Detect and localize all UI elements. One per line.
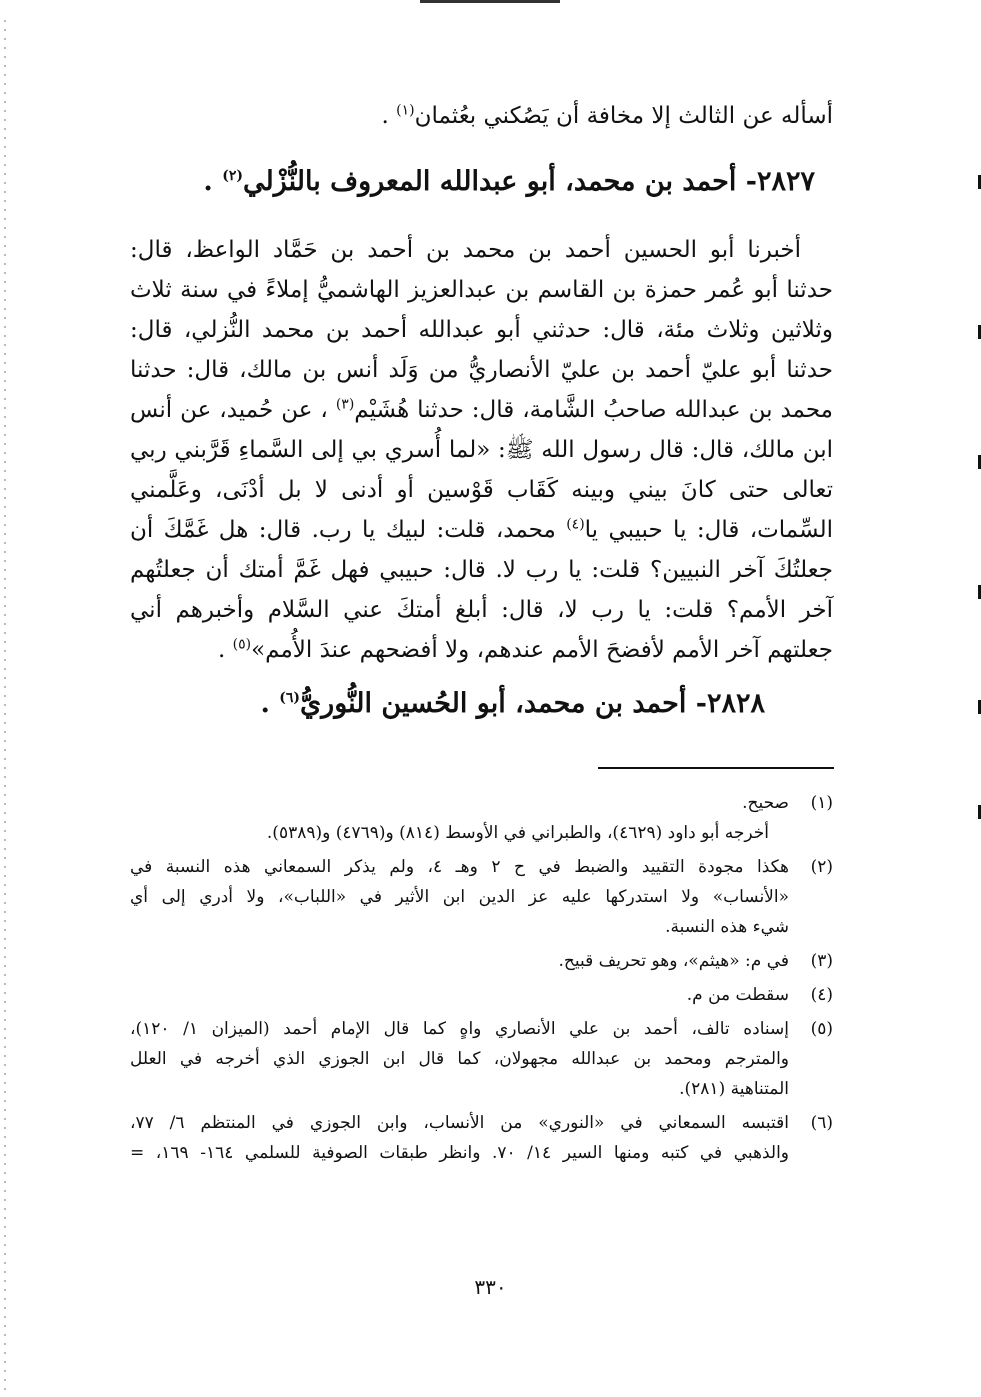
footnote-line: صحيح.	[742, 793, 789, 813]
footnote-ref: (١)	[396, 102, 415, 119]
footnote-5	[130, 1014, 833, 1104]
body-line-text: جعلتهم آخر الأمم لأفضحَ الأمم عندهم، ولا أفضحهم عندَ الأُمم»	[251, 637, 833, 663]
entry-title-2828	[130, 684, 833, 724]
footnote-ref: (٦)	[279, 690, 301, 706]
footnote-number: (١)	[810, 793, 833, 813]
body-line	[130, 630, 833, 670]
body-line: آخر الأمم؟ قلت: يا رب لا، قال: أبلغ أمتكَ عني السَّلام وأخبرهم أني	[130, 597, 833, 623]
footnote-ref: (٤)	[566, 516, 585, 533]
opening-line-end: .	[381, 103, 397, 129]
footnote-line: والذهبي في كتبه ومنها السير ١٤/ ٧٠. وانظر طبقات الصوفية للسلمي ١٦٤- ١٦٩، =	[130, 1143, 789, 1163]
body-line: جعلتُكَ آخر النبيين؟ قلت: يا رب لا. قال: حبيبي فهل غَمَّ أمتك أن جعلتُهم	[130, 557, 833, 583]
body-line: تعالى حتى كانَ بيني وبينه كَقَاب قَوْسين أو أدنى لا بل أدْنَى، وعَلَّمني	[130, 477, 833, 503]
footnote-ref: (٣)	[335, 396, 355, 413]
body-line	[130, 510, 833, 550]
body-line-text: السِّمات، قال: يا حبيبي يا	[584, 517, 834, 543]
entry-title-end: .	[260, 688, 280, 719]
entry-title-end: .	[203, 166, 223, 197]
footnote-3	[130, 946, 833, 976]
body-line: أخبرنا أبو الحسين أحمد بن محمد بن أحمد بن حَمَّاد الواعظ، قال:	[130, 237, 801, 263]
opening-line-text: أسأله عن الثالث إلا مخافة أن يَصُكني بعُثمان	[414, 103, 833, 129]
top-header-rule	[420, 0, 560, 3]
page-number: ٣٣٠	[474, 1275, 507, 1299]
footnote-line: اقتبسه السمعاني في «النوري» من الأنساب، وابن الجوزي في المنتظم ٦/ ٧٧،	[130, 1113, 789, 1133]
footnote-number: (٦)	[810, 1113, 833, 1133]
body-line: وثلاثين وثلاث مئة، قال: حدثني أبو عبدالله أحمد بن محمد النُّزلي، قال:	[130, 317, 833, 343]
footnote-line: هكذا مجودة التقييد والضبط في ح ٢ وهـ ٤، ولم يذكر السمعاني هذه النسبة في	[130, 857, 790, 877]
footnote-ref: (٥)	[232, 636, 252, 653]
body-line-tail: ، عن حُميد، عن أنس	[130, 397, 336, 423]
footnote-6	[130, 1108, 833, 1168]
footnote-number: (٥)	[810, 1019, 833, 1039]
main-text	[130, 90, 833, 724]
body-line-tail: محمد، قلت: لبيك يا رب. قال: هل غَمَّكَ أن	[130, 517, 567, 543]
footnote-body	[130, 788, 789, 848]
footnote-4	[130, 980, 833, 1010]
scan-edge-dots	[4, 20, 6, 1390]
footnote-line: شيء هذه النسبة.	[665, 917, 789, 937]
body-line: ابن مالك، قال: قال رسول الله ﷺ: «لما أُسري بي إلى السَّماءِ قَرَّبني ربي	[130, 437, 833, 463]
footnote-number: (٤)	[810, 985, 833, 1005]
footnote-line: إسناده تالف، أحمد بن علي الأنصاري واهٍ كما قال الإمام أحمد (الميزان ١/ ١٢٠)،	[130, 1019, 789, 1039]
footnote-number: (٣)	[810, 951, 833, 971]
entry-title-text: ٢٨٢٨- أحمد بن محمد، أبو الحُسين النُّوريُّ	[300, 688, 765, 719]
footnote-body	[130, 1014, 789, 1104]
entry-body	[130, 230, 833, 670]
body-line	[130, 390, 833, 430]
body-line: حدثنا أبو عليّ أحمد بن عليّ الأنصاريُّ من وَلَد أنس بن مالك، قال: حدثنا	[130, 357, 833, 383]
footnote-2	[130, 852, 833, 942]
footnotes	[130, 788, 833, 1172]
footnote-line: «الأنساب» ولا استدركها عليه عز الدين ابن الأثير في «اللباب»، ولا أدري إلى أي	[130, 887, 789, 907]
footnote-1	[130, 788, 833, 848]
body-line-end: .	[218, 637, 233, 663]
footnote-line: والمترجم ومحمد بن عبدالله مجهولان، كما قال ابن الجوزي الذي أخرجه في العلل	[130, 1049, 789, 1069]
opening-line	[130, 96, 833, 136]
footnote-body	[130, 852, 789, 942]
footnote-ref: (٢)	[222, 168, 243, 184]
footnote-subline: أخرجه أبو داود (٤٦٢٩)، والطبراني في الأوسط (٨١٤) و(٤٧٦٩) و(٥٣٨٩).	[266, 823, 769, 843]
body-line: حدثنا أبو عُمر حمزة بن القاسم بن عبدالعزيز الهاشميُّ إملاءً في سنة ثلاث	[130, 277, 833, 303]
body-line-text: محمد بن عبدالله صاحبُ الشَّامة، قال: حدثنا هُشَيْم	[354, 397, 833, 423]
footnote-separator	[598, 767, 834, 769]
footnote-body	[130, 1108, 789, 1168]
footnote-body	[130, 946, 789, 976]
footnote-body	[130, 980, 789, 1010]
footnote-line: سقطت من م.	[686, 985, 789, 1005]
footnote-number: (٢)	[810, 857, 833, 877]
entry-title-text: ٢٨٢٧- أحمد بن محمد، أبو عبدالله المعروف بالنُّزْلي	[242, 166, 815, 197]
footnote-line: في م: «هيثم»، وهو تحريف قبيح.	[558, 951, 789, 971]
footnote-line: المتناهية (٢٨١).	[679, 1079, 789, 1099]
entry-title-2827	[130, 162, 833, 202]
